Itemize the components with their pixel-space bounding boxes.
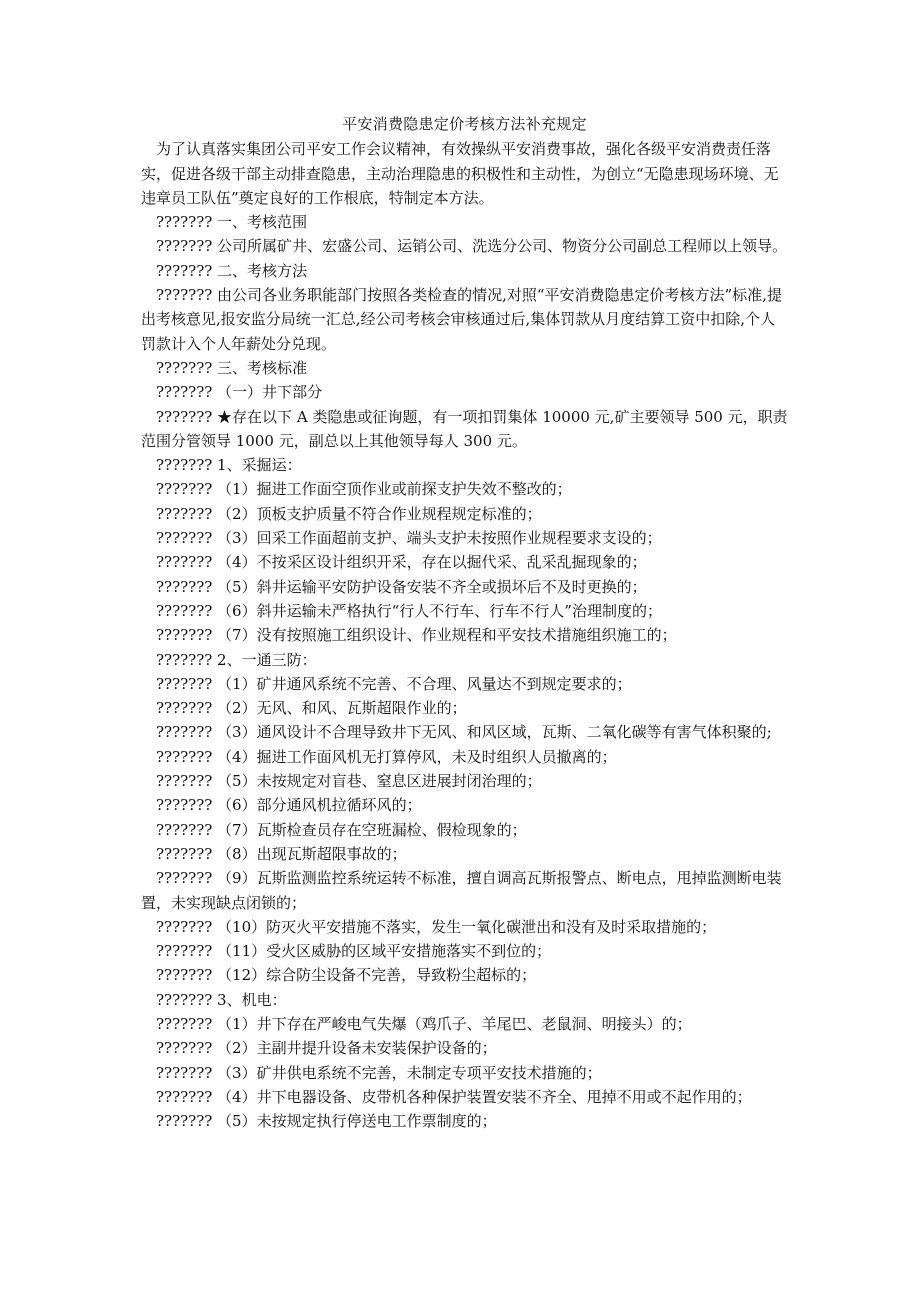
category-heading: ??????? 1、采掘运： [156,456,302,475]
list-item: ??????? （4）掘进工作面风机无打算停风，未及时组织人员撤离的； [156,747,617,766]
list-item: ??????? （11）受火区威胁的区域平安措施落实不到位的； [156,942,552,961]
list-item: ??????? （3）通风设计不合理导致井下无风、和风区域，瓦斯、二氧化碳等有害气体积聚的; [156,723,772,742]
list-item: ??????? （5）未按规定执行停送电工作票制度的； [156,1112,497,1131]
list-item: ??????? （4）井下电器设备、皮带机各种保护装置安装不齐全、甩掉不用或不起作用的； [156,1087,752,1106]
list-item: ??????? （9）瓦斯监测监控系统运转不标准，擅自调高瓦斯报警点、断电点，甩掉监测断电装置，未实现缺点闭锁的； [141,869,782,912]
list-item: ??????? （2）主副井提升设备未安装保护设备的； [156,1039,497,1058]
list-item: ??????? （1）井下存在严峻电气失爆（鸡爪子、羊尾巴、老鼠洞、明接头）的； [156,1014,692,1033]
section-heading: ??????? 一、考核范围 [156,213,308,232]
list-item: ??????? （3）矿井供电系统不完善，未制定专项平安技术措施的； [156,1063,602,1082]
body-paragraph: ??????? ★存在以下 A 类隐患或征询题，有一项扣罚集体 10000 元,矿主要领导 500 元，职责范围分管领导 1000 元，副总以上其他领导每人 300 元。 [141,407,788,450]
list-item: ??????? （6）斜井运输未严格执行“行人不行车、行车不行人”治理制度的； [156,601,662,620]
body-paragraph: ??????? 公司所属矿井、宏盛公司、运销公司、洗选分公司、物资分公司副总工程师以上领导。 [156,237,788,256]
list-item: ??????? （5）未按规定对盲巷、窒息区进展封闭治理的； [156,772,542,791]
list-item: ??????? （8）出现瓦斯超限事故的； [156,844,407,863]
section-heading: ??????? 三、考核标准 [156,358,308,377]
list-item: ??????? （7）瓦斯检查员存在空班漏检、假检现象的； [156,820,527,839]
section-heading: ??????? 二、考核方法 [156,261,308,280]
list-item: ??????? （7）没有按照施工组织设计、作业规程和平安技术措施组织施工的； [156,626,677,645]
list-item: ??????? （12）综合防尘设备不完善，导致粉尘超标的； [156,966,537,985]
list-item: ??????? （4）不按采区设计组织开采，存在以掘代采、乱采乱掘现象的； [156,553,647,572]
list-item: ??????? （10）防灭火平安措施不落实，发生一氧化碳泄出和没有及时采取措施的； [156,917,717,936]
subsection-heading: ??????? （一）井下部分 [156,383,323,402]
list-item: ??????? （3）回采工作面超前支护、端头支护未按照作业规程要求支设的； [156,529,662,548]
list-item: ??????? （1）掘进工作面空顶作业或前探支护失效不整改的； [156,480,572,499]
list-item: ??????? （6）部分通风机拉循环风的； [156,796,422,815]
list-item: ??????? （5）斜井运输平安防护设备安装不齐全或损坏后不及时更换的； [156,577,647,596]
document-title: 平安消费隐患定价考核方法补充规定 [342,115,587,133]
category-heading: ??????? 2、一通三防： [156,650,317,669]
body-paragraph: ??????? 由公司各业务职能部门按照各类检查的情况,对照“平安消费隐患定价考核方法”标准,提出考核意见,报安监分局统一汇总,经公司考核会审核通过后,集体罚款从月度结算工资中扣除,个人罚款计入个人年薪处分兑现。 [141,286,782,353]
category-heading: ??????? 3、机电： [156,990,287,1009]
list-item: ??????? （1）矿井通风系统不完善、不合理、风量达不到规定要求的； [156,674,632,693]
list-item: ??????? （2）无风、和风、瓦斯超限作业的； [156,699,467,718]
intro-paragraph: 为了认真落实集团公司平安工作会议精神，有效操纵平安消费事故，强化各级平安消费责任落实，促进各级干部主动排查隐患，主动治理隐患的积极性和主动性，为创立“无隐患现场环境、无违章员工队伍”奠定良好的工作根底，特制定本方法。 [141,140,779,207]
list-item: ??????? （2）顶板支护质量不符合作业规程规定标准的； [156,504,542,523]
